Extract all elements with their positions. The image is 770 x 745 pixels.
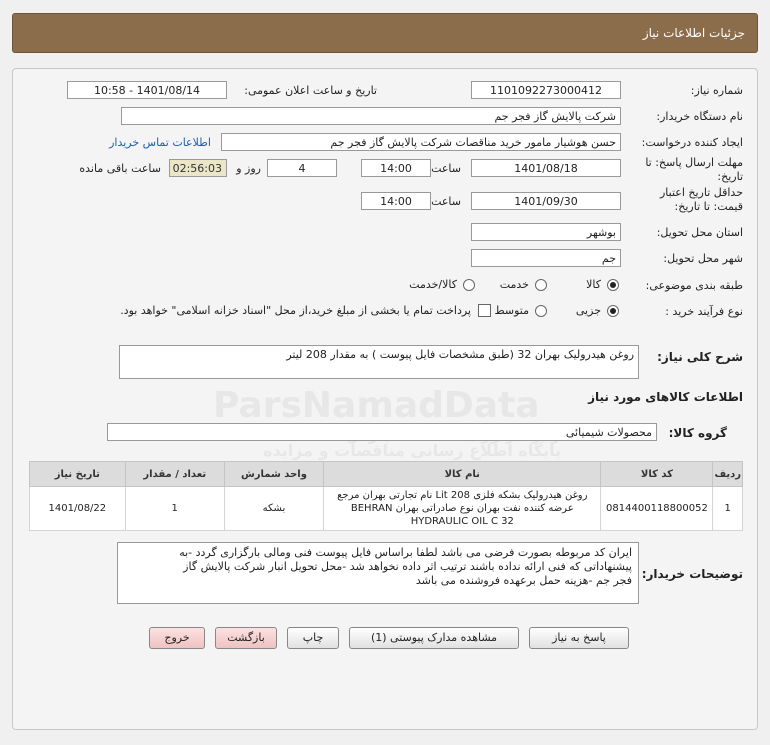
exit-button[interactable]: خروج xyxy=(149,627,205,649)
creator-field: حسن هوشیار مامور خرید مناقصات شرکت پالایش گاز فجر جم xyxy=(221,133,621,151)
cell-name-line1: روغن هیدرولیک بشکه فلزی 208 Lit نام تجارتی بهران مرجع xyxy=(337,490,588,501)
goods-group-label: گروه کالا: xyxy=(668,426,727,440)
reply-deadline-label-1: مهلت ارسال پاسخ: تا xyxy=(645,156,743,169)
need-number-field: 1101092273000412 xyxy=(471,81,621,99)
province-field: بوشهر xyxy=(471,223,621,241)
treasury-payment-checkbox[interactable] xyxy=(478,304,491,317)
table-row xyxy=(30,487,743,531)
cell-qty: 1 xyxy=(125,487,224,531)
reply-deadline-label-2: تاریخ: xyxy=(717,170,743,183)
watermark-line1: پایگاه اطلاع رسانی مناقصات و مزایده xyxy=(263,441,562,460)
goods-section-title: اطلاعات کالاهای مورد نیاز xyxy=(588,390,743,404)
buyer-notes-field xyxy=(117,542,639,604)
reply-button[interactable]: پاسخ به نیاز xyxy=(529,627,629,649)
purchase-type-label: نوع فرآیند خرید : xyxy=(665,305,743,318)
purchase-option-minor: جزیی xyxy=(575,304,601,317)
province-label: استان محل تحویل: xyxy=(656,226,743,239)
category-option-both: کالا/خدمت xyxy=(409,278,457,291)
category-radio-service[interactable] xyxy=(535,279,547,291)
category-label: طبقه بندی موضوعی: xyxy=(645,279,743,292)
buyer-contact-link[interactable]: اطلاعات تماس خریدار xyxy=(109,136,211,149)
view-attachments-button[interactable]: مشاهده مدارک پیوستی (1) xyxy=(349,627,519,649)
buyer-org-label: نام دستگاه خریدار: xyxy=(656,110,743,123)
price-validity-label-2: قیمت: تا تاریخ: xyxy=(674,200,743,213)
goods-table-header xyxy=(30,462,743,487)
col-header-unit: واحد شمارش xyxy=(224,462,323,487)
buyer-notes-line2: پیشنهاداتی که فنی ارائه نداده باشند ترتیب اثر داده نخواهد شد -محل تحویل انبار شرکت پالایش گاز xyxy=(183,560,632,573)
col-header-name: نام کالا xyxy=(324,462,601,487)
cell-row: 1 xyxy=(713,487,743,531)
need-details-panel xyxy=(12,68,758,730)
price-validity-label-1: حداقل تاریخ اعتبار xyxy=(659,186,743,199)
cell-date: 1401/08/22 xyxy=(30,487,126,531)
buyer-notes-line3: فجر جم -هزینه حمل برعهده فروشنده می باشد xyxy=(415,574,632,587)
treasury-payment-note: پرداخت تمام یا بخشی از مبلغ خرید،از محل "اسناد خزانه اسلامی" خواهد بود. xyxy=(120,304,471,317)
category-radio-both[interactable] xyxy=(463,279,475,291)
announce-field: 1401/08/14 - 10:58 xyxy=(67,81,227,99)
cell-code: 0814400118800052 xyxy=(601,487,713,531)
reply-date-field: 1401/08/18 xyxy=(471,159,621,177)
purchase-radio-medium[interactable] xyxy=(535,305,547,317)
cell-name xyxy=(324,487,601,531)
cell-unit: بشکه xyxy=(224,487,323,531)
buyer-notes-label: توضیحات خریدار: xyxy=(641,567,743,581)
validity-time-field: 14:00 xyxy=(361,192,431,210)
category-radio-goods[interactable] xyxy=(607,279,619,291)
description-field: روغن هیدرولیک بهران 32 (طبق مشخصات فایل پیوست ) به مقدار 208 لیتر xyxy=(119,345,639,379)
creator-label: ایجاد کننده درخواست: xyxy=(641,136,743,149)
col-header-row: ردیف xyxy=(713,462,743,487)
city-field: جم xyxy=(471,249,621,267)
purchase-option-medium: متوسط xyxy=(494,304,529,317)
category-option-service: خدمت xyxy=(499,278,529,291)
category-option-goods: کالا xyxy=(586,278,601,291)
purchase-radio-minor[interactable] xyxy=(607,305,619,317)
goods-table xyxy=(29,461,743,531)
col-header-code: کد کالا xyxy=(601,462,713,487)
col-header-qty: تعداد / مقدار xyxy=(125,462,224,487)
watermark-brand: ParsNamadData xyxy=(213,385,540,426)
goods-group-field: محصولات شیمیائی xyxy=(107,423,657,441)
validity-date-field: 1401/09/30 xyxy=(471,192,621,210)
validity-time-label: ساعت xyxy=(431,195,461,208)
col-header-date: تاریخ نیاز xyxy=(30,462,126,487)
reply-days-label: روز و xyxy=(236,162,261,175)
need-number-label: شماره نیاز: xyxy=(690,84,743,97)
remaining-label: ساعت باقی مانده xyxy=(79,162,161,175)
reply-days-field: 4 xyxy=(267,159,337,177)
buyer-org-field: شرکت پالایش گاز فجر جم xyxy=(121,107,621,125)
print-button[interactable]: چاپ xyxy=(287,627,339,649)
back-button[interactable]: بازگشت xyxy=(215,627,277,649)
announce-label: تاریخ و ساعت اعلان عمومی: xyxy=(244,84,377,97)
reply-time-field: 14:00 xyxy=(361,159,431,177)
description-label: شرح کلی نیاز: xyxy=(657,350,743,364)
city-label: شهر محل تحویل: xyxy=(663,252,743,265)
cell-name-line2: عرضه کننده نفت بهران نوع صادراتی بهران BEHRAN xyxy=(350,503,574,514)
page-title: جزئیات اطلاعات نیاز xyxy=(642,26,745,40)
cell-name-line3: HYDRAULIC OIL C 32 xyxy=(410,516,514,527)
remaining-timer: 02:56:03 xyxy=(169,159,227,177)
page-header xyxy=(12,13,758,53)
buyer-notes-line1: ایران کد مربوطه بصورت فرضی می باشد لطفا براساس فایل پیوست فنی ومالی بارگزاری گردد -به xyxy=(179,546,632,559)
reply-time-label: ساعت xyxy=(431,162,461,175)
